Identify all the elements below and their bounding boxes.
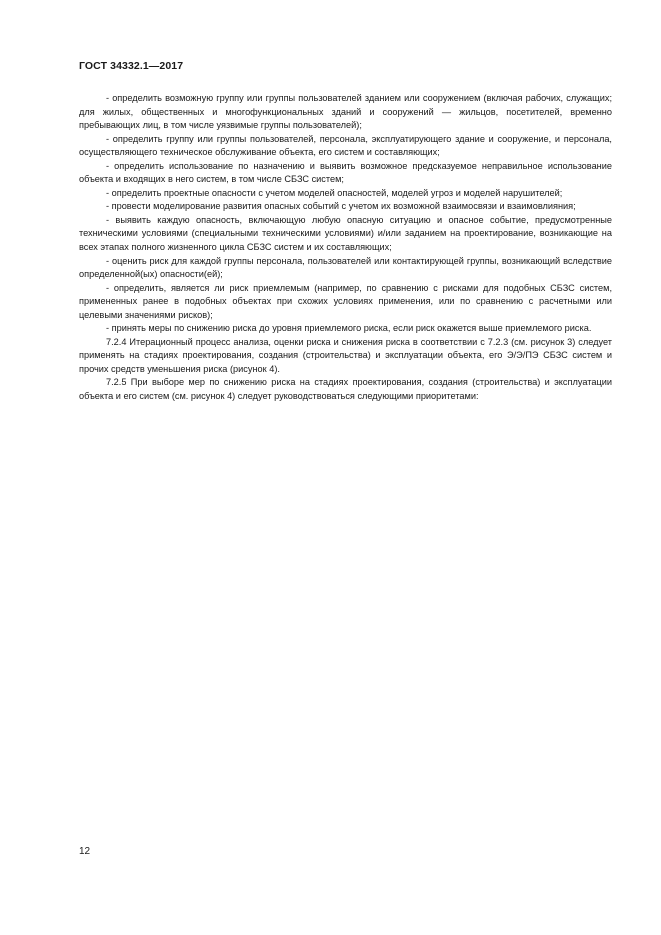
document-header: ГОСТ 34332.1—2017	[79, 60, 184, 72]
paragraph: - определить группу или группы пользователей, персонала, эксплуатирующего здание и сооружение, и персонала, осуществляющего техническое обслуживание объекта, его систем и составляющих;	[79, 133, 612, 158]
paragraph: 7.2.5 При выборе мер по снижению риска на стадиях проектирования, создания (строительства) и эксплуатации объекта и его систем (см. рисунок 4) следует руководствоваться следующими приоритетами:	[79, 377, 612, 402]
paragraph: - определить, является ли риск приемлемым (например, по сравнению с рисками для подобных СБЗС систем, примененных ранее в подобных объектах при схожих условиях применения, или по сравнению с расчетными или целевыми значениями рисков);	[79, 282, 612, 320]
paragraph: 7.2.4 Итерационный процесс анализа, оценки риска и снижения риска в соответствии с 7.2.3 (см. рисунок 3) следует применять на стадиях проектирования, создания (строительства) и эксплуатации объекта, его Э/Э/ПЭ СБЗС систем и прочих средств уменьшения риска (рисунок 4).	[79, 336, 612, 374]
paragraph: - оценить риск для каждой группы персонала, пользователей или контактирующей группы, возникающий вследствие определенной(ых) опасности(ей);	[79, 255, 612, 280]
paragraph: - провести моделирование развития опасных событий с учетом их возможной взаимосвязи и взаимовлияния;	[106, 201, 576, 212]
page-number: 12	[79, 846, 91, 857]
paragraph: - определить использование по назначению и выявить возможное предсказуемое неправильное использование объекта и входящих в него систем, в том числе СБЗС систем;	[79, 160, 612, 185]
body-text	[79, 92, 612, 404]
paragraph: - выявить каждую опасность, включающую любую опасную ситуацию и опасное событие, предусмотренные техническими условиями (специальными техническими условиями) и/или заданием на проектирование, возникающие на всех этапах полного жизненного цикла СБЗС систем и их составляющих;	[79, 214, 612, 253]
paragraph: - определить возможную группу или группы пользователей зданием или сооружением (включая рабочих, служащих; для жилых, общественных и многофункциональных зданий и сооружений — жильцов, посетителей, временно пребывающих лиц, в том числе уязвимые группы пользователей);	[79, 93, 612, 131]
paragraph: - принять меры по снижению риска до уровня приемлемого риска, если риск окажется выше приемлемого риска.	[106, 323, 592, 334]
paragraph: - определить проектные опасности с учетом моделей опасностей, моделей угроз и моделей нарушителей;	[106, 187, 563, 198]
